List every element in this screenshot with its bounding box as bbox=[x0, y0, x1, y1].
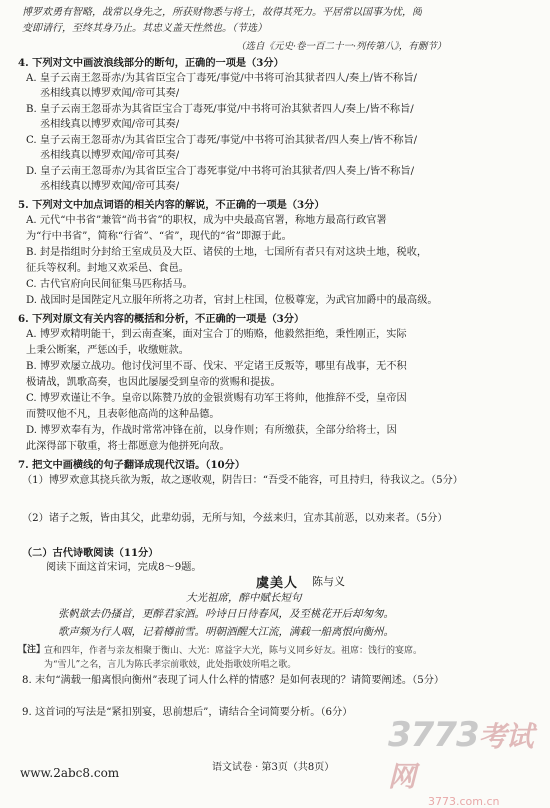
q6-line-1: A. 博罗欢精明能干，到云南查案，面对宝合丁的贿赂，他毅然拒绝，秉性刚正，实际 bbox=[26, 329, 407, 340]
q6-line-3: B. 博罗欢屡立战功。他讨伐河里不哥、伐宋、平定诸王反叛等，哪里有战事，无不积 bbox=[26, 361, 407, 372]
poem-line-2: 歌声频为行人咽，记着樽前雪。明朝酒醒大江流，满载一船离恨向衡州。 bbox=[58, 626, 394, 638]
note-line-2: 为“雪儿”之名，言儿为陈氏孝宗前歌妓，此处指歌妓所唱之歌。 bbox=[44, 660, 297, 670]
passage-line-1: 博罗欢勇有智略，战常以身先之，所获财物悉与将士，故得其死力。平居常以国事为忧，阅 bbox=[22, 7, 422, 18]
note-label: 【注】 bbox=[18, 645, 46, 655]
q4-option-c-line1: C. 皇子云南王忽哥赤/为其省臣宝合丁毒死/事觉/中书将可治其狱者/四人奏上/皆不称旨/ bbox=[26, 135, 418, 146]
note-line-1: 宣和四年，作者与亲友相聚于衡山、大光：席益字大光，陈与义同乡好友。祖席：饯行的宴席。 bbox=[44, 646, 423, 656]
q6-line-2: 上秉公断案，严惩凶手，收缴赃款。 bbox=[26, 345, 189, 356]
q8-stem: 8. 末句“满载一船离恨向衡州”表现了词人什么样的情感？是如何表现的？请简要阐述。（5分） bbox=[22, 675, 445, 686]
q7-sentence-1: （1）博罗欢意其挠兵欲为叛，故之逐收观，阴告曰：“吾受不能容，可且持归，待我议之。（5分） bbox=[22, 475, 463, 486]
q6-line-4: 极请战，凯歌高奏，也因此屡屡受到皇帝的赏赐和提拔。 bbox=[26, 377, 281, 388]
q4-option-d-line2: 丞相线真以博罗欢闻/帝可其奏/ bbox=[40, 181, 180, 192]
q4-option-b-line2: 丞相线真以博罗欢闻/帝可其奏/ bbox=[40, 119, 180, 130]
page-footer: 语文试卷 · 第3页（共8页） bbox=[212, 762, 335, 773]
q4-option-c-line2: 丞相线真以博罗欢闻/帝可其奏/ bbox=[40, 150, 180, 161]
poem-author: 陈与义 bbox=[312, 575, 345, 588]
logo-chinese: 考试网 bbox=[388, 720, 533, 793]
q5-line-3: B. 封是指组时分封给王室成员及大臣、诸侯的土地，七国所有者只有对这块土地，税收， bbox=[26, 247, 428, 258]
q5-line-5: C. 古代官府向民间征集马匹称括马。 bbox=[26, 279, 193, 290]
q4-option-b-line1: B. 皇子云南王忽哥赤为其省臣宝合丁毒死/事觉/中书将可治其狱者四人/奏上/皆不称旨/ bbox=[26, 104, 414, 115]
q6-line-6: 而赞叹他不凡，且表彰他高尚的这种品德。 bbox=[26, 409, 220, 420]
section2-header: （二）古代诗歌阅读（11分） bbox=[22, 547, 159, 559]
q6-stem: 6. 下列对原文有关内容的概括和分析，不正确的一项是（3分） bbox=[18, 313, 305, 325]
q4-option-a-line1: A. 皇子云南王忽哥赤/为其省臣宝合丁毒死/事觉/中书将可治其狱者四人/奏上/皆不称旨/ bbox=[26, 73, 417, 84]
q5-stem: 5. 下列对文中加点词语的相关内容的解说，不正确的一项是（3分） bbox=[18, 199, 325, 211]
q7-stem: 7. 把文中画横线的句子翻译成现代汉语。（10分） bbox=[18, 459, 246, 471]
poem-subtitle: 大光祖席，醉中赋长短句 bbox=[186, 592, 302, 604]
q4-option-d-line1: D. 皇子云南王忽哥赤/为其省臣宝合丁毒死事觉/中书将可治其狱者/四人奏上/皆不称旨/ bbox=[26, 166, 415, 177]
q5-line-1: A. 元代“中书省”兼管“尚书省”的职权，成为中央最高官署，称地方最高行政官署 bbox=[26, 215, 387, 226]
source-line: （选自《元史·卷一百二十一·列传第八》，有删节） bbox=[236, 41, 447, 52]
q6-line-5: C. 博罗欢谨让不争。皇帝以陈赞乃放的金银赏赐有功军王将帅，他推辞不受，皇帝因 bbox=[26, 393, 407, 404]
q4-option-a-line2: 丞相线真以博罗欢闻/帝可其奏/ bbox=[40, 88, 180, 99]
poem-title: 虞美人 bbox=[256, 576, 299, 591]
q4-stem: 4. 下列对文中画波浪线部分的断句，正确的一项是（3分） bbox=[18, 57, 284, 69]
passage-line-2: 变即请行，至终其身乃止。其忠义盖天性然也。（节选） bbox=[22, 23, 267, 34]
q7-sentence-2: （2）诸子之叛，皆由其父，此辈幼弱，无所与知，今兹来归，宜赤其前恶，以劝来者。（5分） bbox=[22, 513, 448, 524]
q5-line-4: 征兵等权利。封地又欢采邑、食邑。 bbox=[26, 263, 189, 274]
logo-number: 3773 bbox=[388, 715, 479, 755]
site-logo bbox=[388, 715, 538, 808]
logo-domain: 3773.com.cn bbox=[428, 795, 500, 808]
q9-stem: 9. 这首词的写法是“紧扣别宴，思前想后”，请结合全词简要分析。（6分） bbox=[22, 707, 353, 718]
poem-line-1: 张帆欲去仍搔首，更醉君家酒。吟诗日日待春风，及至桃花开后却匆匆。 bbox=[58, 608, 394, 620]
q6-line-8: 此深得部下敬重，将士都愿意为他拼死向敌。 bbox=[26, 441, 230, 452]
q5-line-6: D. 战国时是国陛定凡立服年所将之功者，官封上柱国，位极尊宠，为武官加爵中的最高级。 bbox=[26, 295, 438, 306]
q5-line-2: 为“行中书省”，简称“行省”、“省”，现代的“省”即源于此。 bbox=[26, 231, 292, 242]
watermark-url: www.2abc8.com bbox=[20, 766, 120, 780]
q6-line-7: D. 博罗欢奉有为，作战时常常冲锋在前，以身作则；有所缴获，全部分给将士，因 bbox=[26, 425, 397, 436]
section2-instruction: 阅读下面这首宋词，完成8～9题。 bbox=[46, 562, 202, 573]
